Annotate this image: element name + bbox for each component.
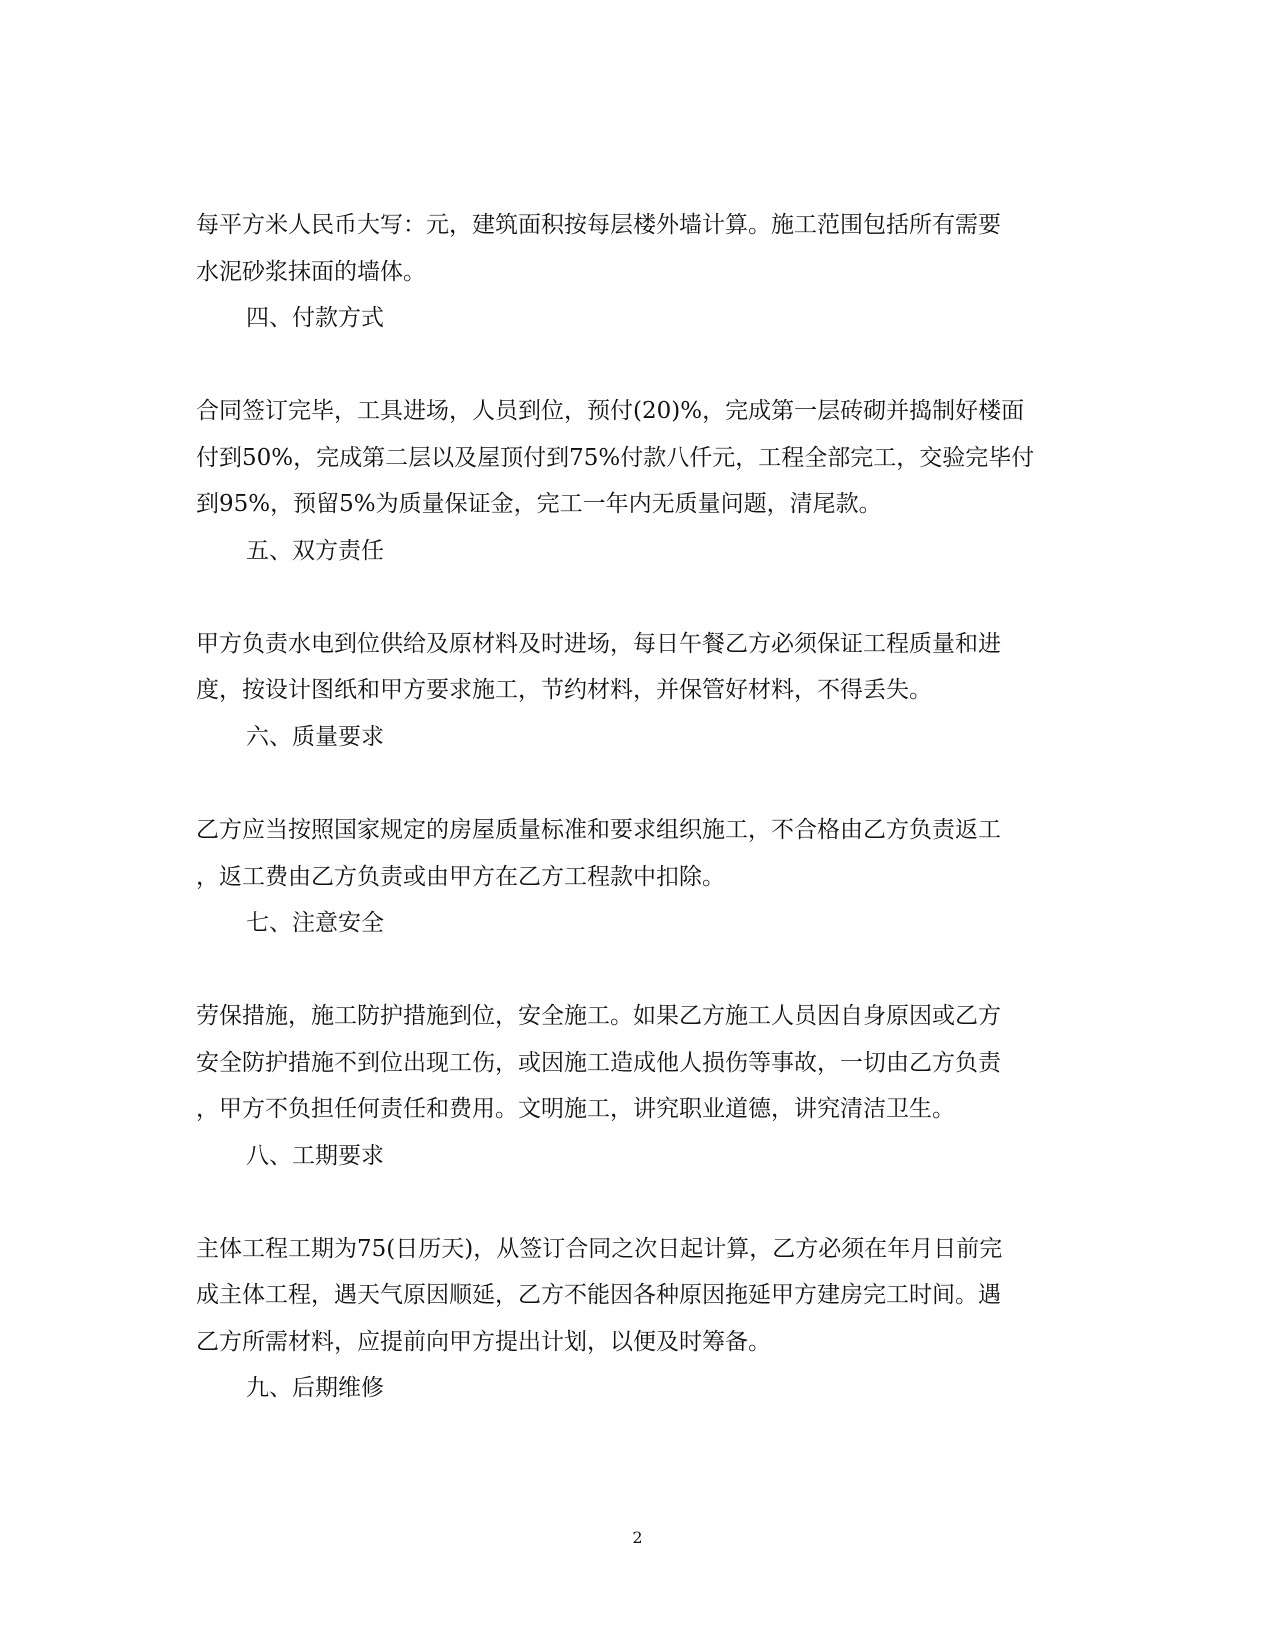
text-line: 主体工程工期为75(日历天)，从签订合同之次日起计算，乙方必须在年月日前完 [196,1236,1003,1262]
section-heading: 八、工期要求 [246,1143,384,1169]
text-line: ，返工费由乙方负责或由甲方在乙方工程款中扣除。 [196,864,725,890]
section-heading: 九、后期维修 [246,1375,384,1401]
text-line: 乙方所需材料，应提前向甲方提出计划，以便及时筹备。 [196,1329,771,1355]
text-line: 度，按设计图纸和甲方要求施工，节约材料，并保管好材料，不得丢失。 [196,677,932,703]
text-line: 每平方米人民币大写：元，建筑面积按每层楼外墙计算。施工范围包括所有需要 [196,212,1001,238]
text-line: 到95%，预留5%为质量保证金，完工一年内无质量问题，清尾款。 [196,491,882,517]
text-line: 成主体工程，遇天气原因顺延，乙方不能因各种原因拖延甲方建房完工时间。遇 [196,1282,1001,1308]
text-line: 付到50%，完成第二层以及屋顶付到75%付款八仟元，工程全部完工，交验完毕付 [196,445,1035,471]
section-heading: 四、付款方式 [246,305,384,331]
text-line: 劳保措施，施工防护措施到位，安全施工。如果乙方施工人员因自身原因或乙方 [196,1003,1001,1029]
page-number: 2 [632,1528,643,1547]
text-line: 甲方负责水电到位供给及原材料及时进场，每日午餐乙方必须保证工程质量和进 [196,631,1001,657]
text-line: 安全防护措施不到位出现工伤，或因施工造成他人损伤等事故，一切由乙方负责 [196,1050,1001,1076]
section-heading: 七、注意安全 [246,910,384,936]
text-line: 水泥砂浆抹面的墙体。 [196,259,426,285]
text-line: 乙方应当按照国家规定的房屋质量标准和要求组织施工，不合格由乙方负责返工 [196,817,1001,843]
text-line: ，甲方不负担任何责任和费用。文明施工，讲究职业道德，讲究清洁卫生。 [196,1096,955,1122]
section-heading: 五、双方责任 [246,538,384,564]
section-heading: 六、质量要求 [246,724,384,750]
text-line: 合同签订完毕，工具进场，人员到位，预付(20)%，完成第一层砖砌并捣制好楼面 [196,398,1025,424]
